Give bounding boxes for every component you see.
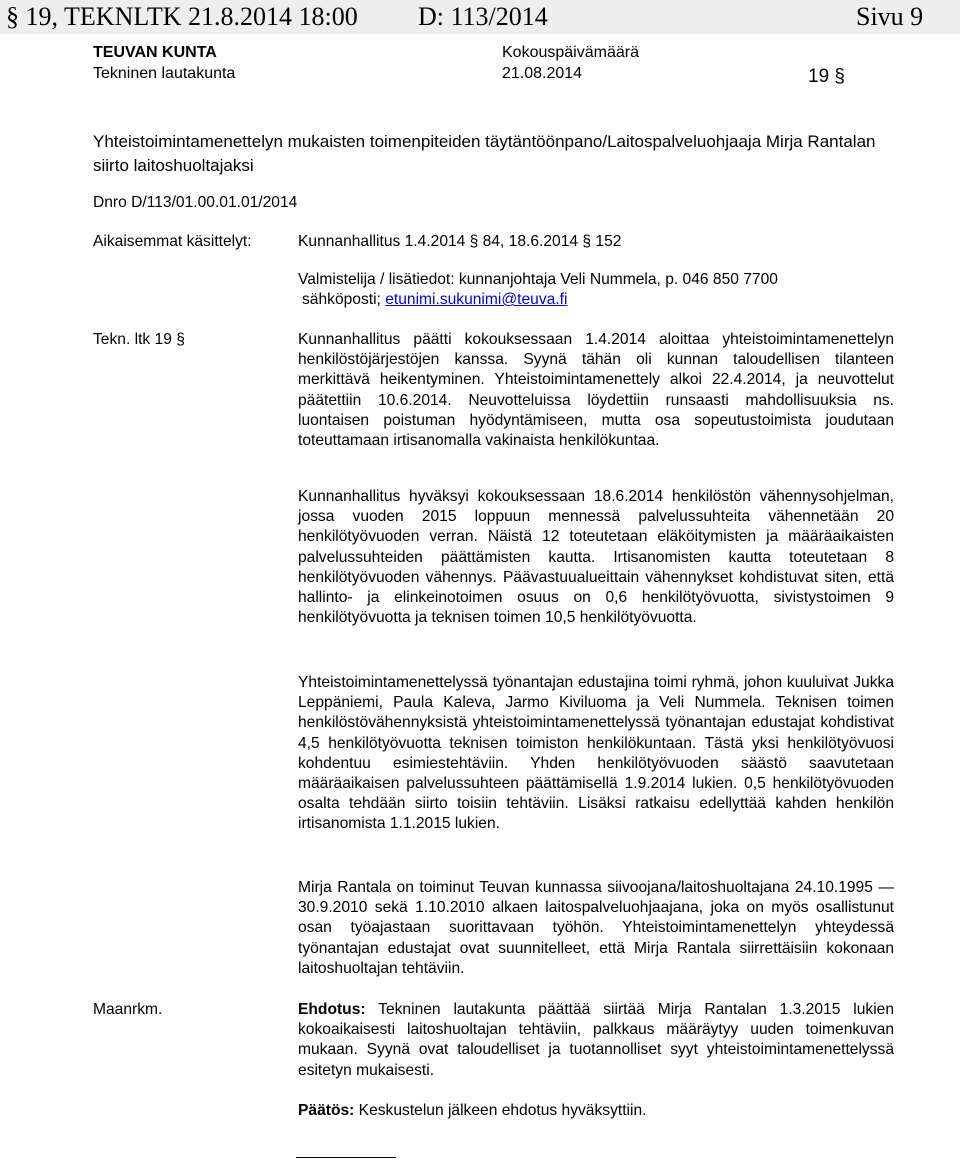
document-banner	[0, 0, 960, 34]
preparer-line: Valmistelija / lisätiedot: kunnanjohtaja Veli Nummela, p. 046 850 7700	[298, 271, 778, 288]
org-name: TEUVAN KUNTA	[93, 44, 217, 61]
tekn-label: Tekn. ltk 19 §	[93, 331, 185, 348]
paragraph-1	[298, 330, 894, 451]
meeting-date-label: Kokouspäivämäärä	[502, 44, 639, 61]
paragraph-4	[298, 878, 894, 979]
email-label: sähköposti;	[302, 291, 386, 308]
maanrkm-label: Maanrkm.	[93, 1001, 163, 1018]
proposal-label: Ehdotus:	[298, 1001, 366, 1018]
preparer-email-line	[302, 290, 567, 310]
decision-text: Keskustelun jälkeen ehdotus hyväksyttiin.	[354, 1102, 647, 1119]
proposal	[298, 1000, 894, 1081]
banner-docnum: D: 113/2014	[418, 2, 548, 31]
page-title: Yhteistoimintamenettelyn mukaisten toimenpiteiden täytäntöönpano/Laitospalveluohjaaja Mirja Rantalan siirto laitoshuoltajaksi	[93, 132, 876, 175]
decision-label: Päätös:	[298, 1102, 355, 1119]
board-name: Tekninen lautakunta	[93, 65, 236, 82]
email-link[interactable]: etunimi.sukunimi@teuva.fi	[385, 291, 568, 308]
signature-line	[296, 1157, 396, 1158]
paragraph-text: Yhteistoimintamenettelyssä työnantajan edustajina toimi ryhmä, johon kuuluivat Jukka Leppäniemi, Paula Kaleva, Jarmo Kiviluoma ja Veli Nummela. Teknisen toimen henkilöstövähennyksistä yhteistoimintamenettelyssä työnantajan edustajat kohdistivat 4,5 henkilötyövuotta teknisen toimiston henkilökuntaan. Tästä yksi henkilötyövuosi kohdentuu esimiestehtäviin. Yhden henkilötyövuoden säästö saavutetaan määräaikaisen palvelussuhteen päättämisellä 1.9.2014 lukien. 0,5 henkilötyövuoden osalta tehdään siirto toisiin tehtäviin. Lisäksi ratkaisu edellyttää kahden henkilön irtisanomista 1.1.2015 lukien.	[298, 674, 894, 833]
paragraph-3	[298, 673, 894, 835]
previous-value: Kunnanhallitus 1.4.2014 § 84, 18.6.2014 § 152	[298, 233, 622, 250]
meeting-date: 21.08.2014	[502, 65, 583, 82]
banner-page: Sivu 9	[856, 2, 924, 31]
banner-section: § 19, TEKNLTK 21.8.2014 18:00	[6, 2, 358, 31]
dnro: Dnro D/113/01.00.01.01/2014	[93, 194, 298, 211]
paragraph-text: Kunnanhallitus päätti kokouksessaan 1.4.2014 aloittaa yhteistoimintamenettelyn henkilöstöjärjestöjen kanssa. Syynä tähän oli kunnan taloudellisen tilanteen merkittävä heikentyminen. Yhteistoimintamenettely alkoi 22.4.2014, ja neuvottelut päätettiin 10.6.2014. Neuvotteluissa löydettiin runsaasti mahdollisuuksia ns. luontaisen poistuman hyödyntämiseen, mutta osa sopeutustoimista joudutaan toteuttamaan irtisanomalla vakinaista henkilökuntaa.	[298, 331, 894, 450]
paragraph-text: Mirja Rantala on toiminut Teuvan kunnassa siivoojana/laitoshuoltajana 24.10.1995 — 30.9.2010 sekä 1.10.2010 alkaen laitospalveluohjaajana, joka on myös osallistunut osan työajastaan suorittavaan työhön. Yhteistoimintamenettelyn yhteydessä työnantajan edustajat ovat suunnitelleet, että Mirja Rantala siirrettäisiin kokonaan laitoshuoltajan tehtäviin.	[298, 879, 894, 977]
paragraph-text: Kunnanhallitus hyväksyi kokouksessaan 18.6.2014 henkilöstön vähennysohjelman, jossa vuoden 2015 loppuun mennessä palvelussuhteita vähennetään 20 henkilötyövuoden verran. Näistä 12 toteutetaan eläköitymisten ja määräaikaisten palvelussuhteiden päättämisten kautta. Irtisanomisten kautta toteutetaan 8 henkilötyövuoden vähennys. Päävastuualueittain vähennykset kohdistuvat siten, että hallinto- ja elinkeinotoimen osuus on 0,6 henkilötyövuotta, sivistystoimen 9 henkilötyövuotta ja teknisen toimen 10,5 henkilötyövuotta.	[298, 488, 894, 627]
decision	[298, 1101, 894, 1121]
paragraph-2	[298, 487, 894, 628]
proposal-text: Tekninen lautakunta päättää siirtää Mirja Rantalan 1.3.2015 lukien kokoaikaisesti laitoshuoltajan tehtäviin, palkkaus määräytyy uuden toimenkuvan mukaan. Syynä ovat taloudelliset ja tuotannolliset syyt yhteistoimintamenettelyssä esitetyn mukaisesti.	[298, 1001, 894, 1079]
item-number: 19 §	[808, 66, 845, 87]
previous-label: Aikaisemmat käsittelyt:	[93, 233, 252, 250]
